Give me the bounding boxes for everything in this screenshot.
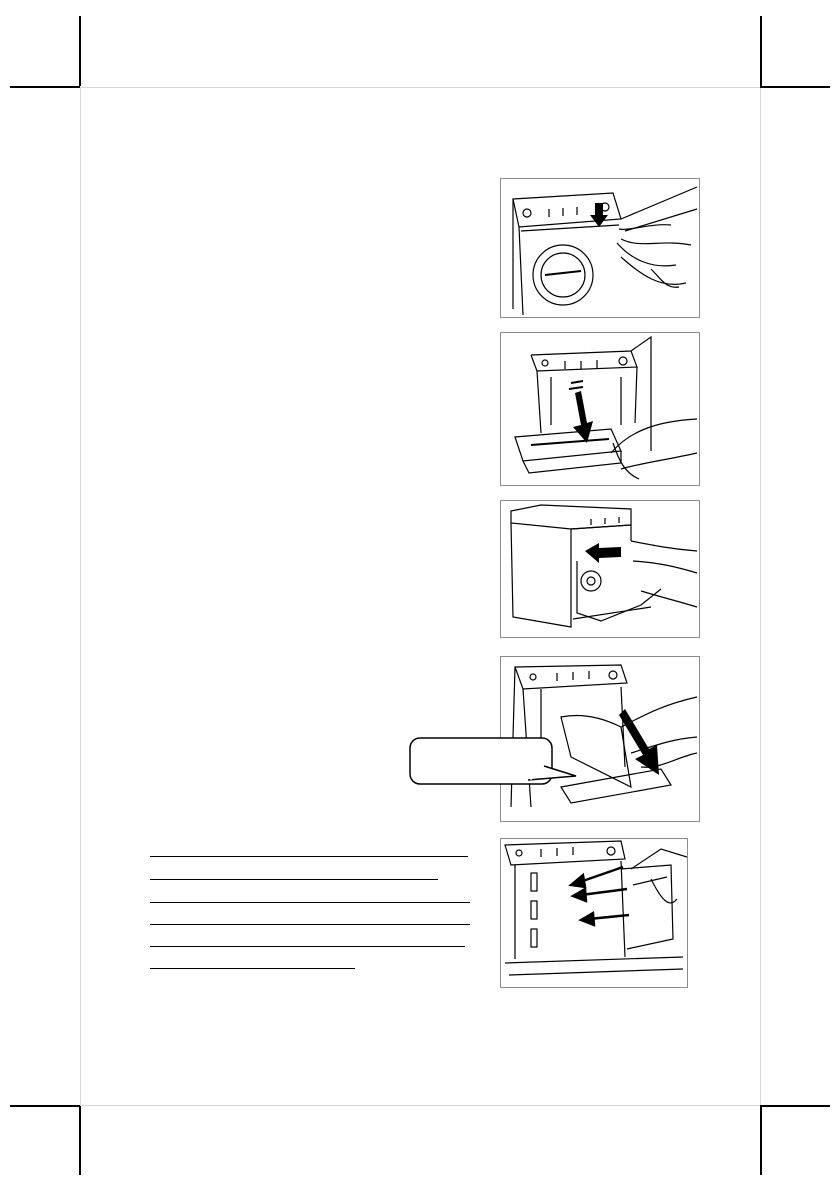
hand-press-lever-icon <box>501 179 699 317</box>
text-underline <box>150 879 438 880</box>
paper-roll-arrow-left-icon <box>501 501 699 637</box>
crop-mark <box>79 1105 81 1175</box>
page-frame-right <box>760 88 761 1105</box>
crop-mark <box>760 16 762 86</box>
page-frame-left <box>80 88 81 1105</box>
crop-mark <box>760 86 830 88</box>
press-cover-open-lever-illustration <box>500 178 700 318</box>
crop-mark <box>760 1105 762 1175</box>
crop-mark <box>760 1105 830 1107</box>
text-underline <box>150 924 470 925</box>
text-underline <box>150 856 468 857</box>
paper-guide-positions-illustration <box>500 838 688 988</box>
crop-mark <box>10 1105 80 1107</box>
open-cover-arrow-down-icon <box>501 333 699 485</box>
text-underline <box>150 902 470 903</box>
paper-guide-arrows-icon <box>501 839 687 987</box>
callout-bubble <box>408 736 578 790</box>
page-frame-bottom <box>80 1105 760 1106</box>
paper-roll-inserted-illustration <box>500 500 700 638</box>
crop-mark <box>10 86 80 88</box>
text-underline <box>150 968 355 969</box>
cover-opened-insert-paper-illustration <box>500 332 700 486</box>
crop-mark <box>79 16 81 86</box>
page-frame-top <box>80 87 760 88</box>
speech-bubble-icon <box>408 736 578 790</box>
text-underline <box>150 946 465 947</box>
